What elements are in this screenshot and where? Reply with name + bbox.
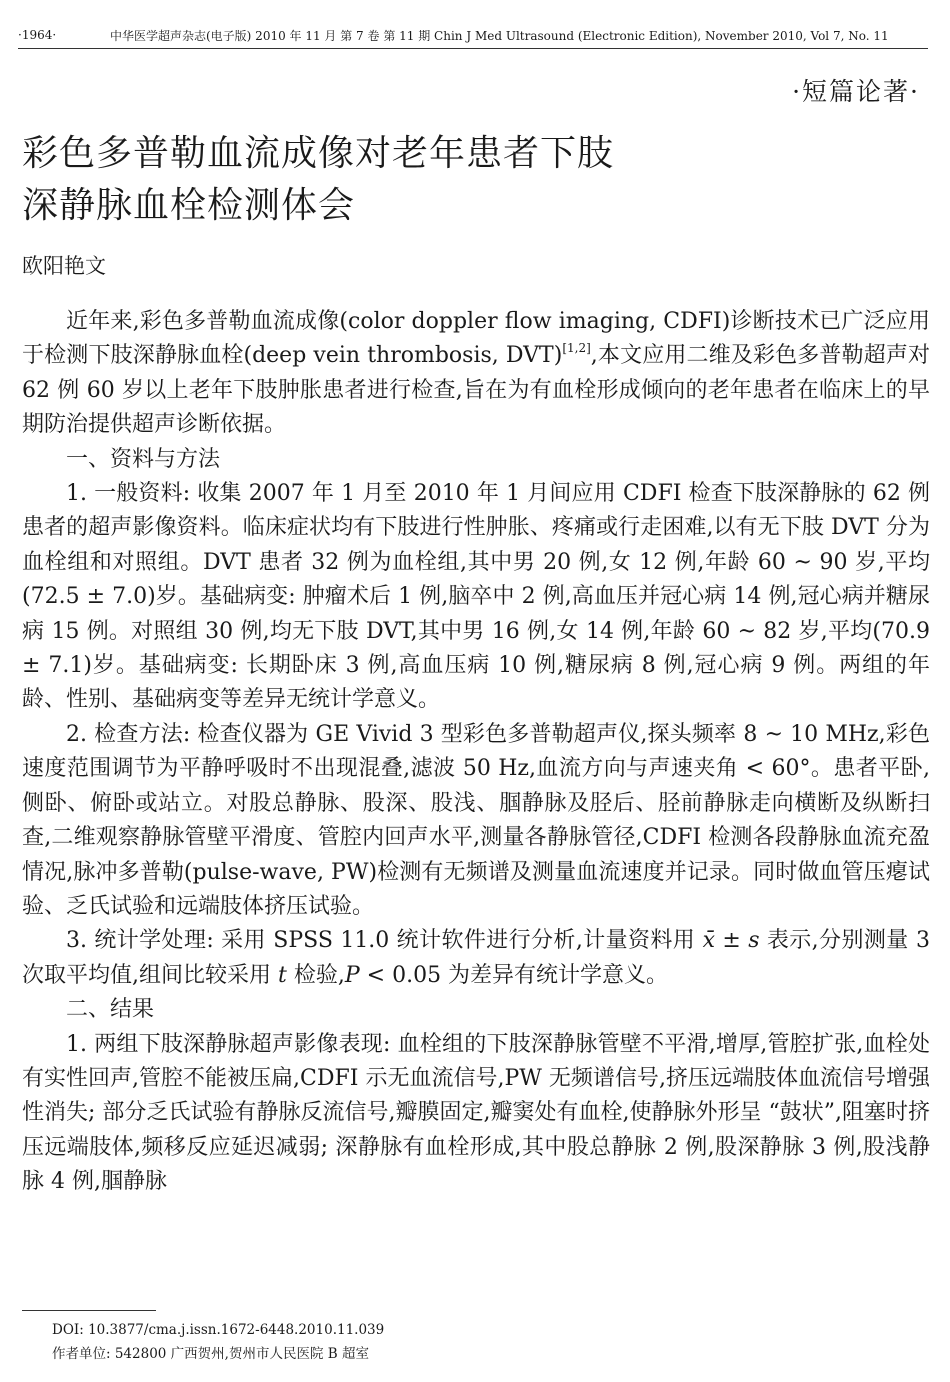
footnote-divider — [22, 1310, 156, 1311]
author-name: 欧阳艳文 — [22, 254, 106, 278]
running-header — [18, 22, 928, 49]
article-body — [22, 305, 930, 1200]
section-heading-results: 二、结果 — [66, 997, 155, 1023]
results-paragraph: 1. 两组下肢深静脉超声影像表现: 血栓组的下肢深静脉管壁不平滑,增厚,管腔扩张,血栓处有实性回声,管腔不能被压扁,CDFI 示无血流信号,PW 无频谱信号,挤压远端肢体血流信号增强性消失; 部分乏氏试验有静脉反流信号,瓣膜固定,瓣窦处有血栓,使静脉外形呈 “鼓状”,阻塞时挤压远端肢体,频移反应延迟减弱; 深静脉有血栓形成,其中股总静脉 2 例,股深静脉 3 例,股浅静脉 4 例,腘静脉 — [22, 1031, 930, 1195]
affiliation-line: 作者单位: 542800 广西贺州,贺州市人民医院 B 超室 — [52, 1346, 369, 1362]
title-line-2: 深静脉血栓检测体会 — [22, 185, 356, 226]
journal-citation: 中华医学超声杂志(电子版) 2010 年 11 月 第 7 卷 第 11 期 Chin J Med Ultrasound (Electronic Edition), November 2010, Vol 7, No. 11 — [110, 28, 889, 43]
p-symbol: P — [344, 962, 360, 988]
reference-citation[interactable]: [1,2] — [562, 341, 591, 356]
intro-text-2: ,本文应用二维及彩色多普勒超声对 62 例 60 岁以上老年下肢肿胀患者进行检查,旨在为有血栓形成倾向的老年患者在临床上的早期防治提供超声诊断依据。 — [22, 343, 931, 438]
column-tag: ·短篇论著· — [792, 77, 920, 106]
title-line-1: 彩色多普勒血流成像对老年患者下肢 — [22, 133, 615, 174]
article-title — [22, 128, 882, 232]
methods-examination: 2. 检查方法: 检查仪器为 GE Vivid 3 型彩色多普勒超声仪,探头频率 8 ~ 10 MHz,彩色速度范围调节为平静呼吸时不出现混叠,滤波 50 Hz,血流方向与声速夹角 < 60°。患者平卧,侧卧、俯卧或站立。对股总静脉、股深、股浅、腘静脉及胫后、胫前静脉走向横断及纵断扫查,二维观察静脉管壁平滑度、管腔内回声水平,测量各静脉管径,CDFI 检测各段静脉血流充盈情况,脉冲多普勒(pulse-wave, PW)检测有无频谱及测量血流速度并记录。同时做血管压瘪试验、乏氏试验和远端肢体挤压试验。 — [22, 721, 930, 919]
methods-general-data: 1. 一般资料: 收集 2007 年 1 月至 2010 年 1 月间应用 CDFI 检查下肢深静脉的 62 例患者的超声影像资料。临床症状均有下肢进行性肿胀、疼痛或行走困难,以有无下肢 DVT 分为血栓组和对照组。DVT 患者 32 例为血栓组,其中男 20 例,女 12 例,年龄 60 ~ 90 岁,平均(72.5 ± 7.0)岁。基础病变: 肿瘤术后 1 例,脑卒中 2 例,高血压并冠心病 14 例,冠心病并糖尿病 15 例。对照组 30 例,均无下肢 DVT,其中男 16 例,女 14 例,年龄 60 ~ 82 岁,平均(70.9 ± 7.1)岁。基础病变: 长期卧床 3 例,高血压病 10 例,糖尿病 8 例,冠心病 9 例。两组的年龄、性别、基础病变等差异无统计学意义。 — [22, 481, 930, 713]
intro-paragraph — [22, 305, 930, 443]
t-symbol: t — [278, 962, 287, 988]
plus-minus: ± — [714, 928, 749, 954]
intro-text-1: 近年来,彩色多普勒血流成像(color doppler flow imaging, CDFI)诊断技术已广泛应用于检测下肢深静脉血栓(deep vein thrombosis, DVT) — [22, 309, 930, 369]
stats-text-d: < 0.05 为差异有统计学意义。 — [359, 962, 669, 988]
methods-statistics — [22, 924, 930, 993]
stats-text-c: 检验, — [286, 962, 345, 988]
stats-text-b: 表示,分别测量 3 次取平均值,组间比较采用 — [22, 928, 931, 988]
stats-text-a: 3. 统计学处理: 采用 SPSS 11.0 统计软件进行分析,计量资料用 — [66, 928, 703, 954]
footnotes — [52, 1318, 384, 1366]
sd-symbol: s — [748, 928, 760, 954]
section-heading-methods: 一、资料与方法 — [66, 446, 221, 472]
mean-symbol: x̄ — [702, 928, 715, 954]
page-number: ·1964· — [18, 28, 57, 42]
doi-line[interactable]: DOI: 10.3877/cma.j.issn.1672-6448.2010.11.039 — [52, 1322, 385, 1338]
